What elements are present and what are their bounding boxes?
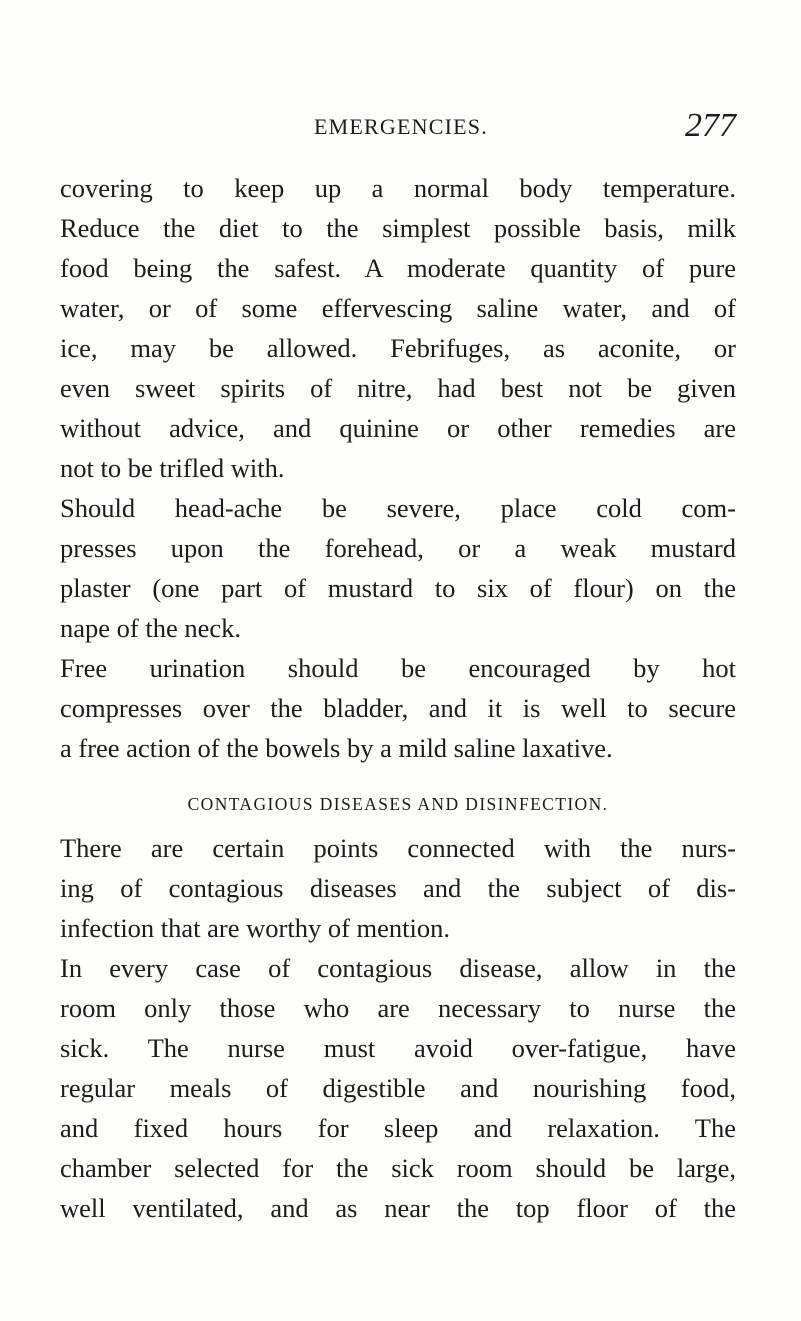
page-number: 277 (685, 107, 736, 144)
text-line: Reduce the diet to the simplest possible basis, milk (60, 213, 736, 243)
text-line: compresses over the bladder, and it is well to secure (60, 693, 736, 723)
text-line: Free urination should be encouraged by hot (60, 653, 736, 683)
text-line: not to be trifled with. (60, 453, 285, 483)
text-line: ice, may be allowed. Febrifuges, as aconite, or (60, 333, 736, 363)
text-line: ing of contagious diseases and the subject of dis- (60, 873, 736, 903)
text-line: covering to keep up a normal body temperature. (60, 173, 736, 203)
text-line: water, or of some effervescing saline water, and of (60, 293, 736, 323)
text-line: nape of the neck. (60, 613, 241, 643)
text-line: regular meals of digestible and nourishing food, (60, 1073, 736, 1103)
text-line: a free action of the bowels by a mild saline laxative. (60, 733, 613, 763)
text-line: infection that are worthy of mention. (60, 913, 451, 943)
text-line: There are certain points connected with the nurs- (60, 833, 736, 863)
running-title: EMERGENCIES. (314, 114, 488, 139)
text-line: presses upon the forehead, or a weak mustard (60, 533, 736, 563)
paragraph-headache (60, 488, 736, 648)
text-line: even sweet spirits of nitre, had best not be given (60, 373, 736, 403)
text-line: In every case of contagious disease, allow in the (60, 953, 736, 983)
text-line: well ventilated, and as near the top floor of the (60, 1193, 736, 1223)
running-head (60, 107, 736, 152)
paragraph-contagious-intro (60, 828, 736, 948)
text-line: and fixed hours for sleep and relaxation. The (60, 1113, 736, 1143)
paragraph-urination (60, 648, 736, 768)
section-heading: CONTAGIOUS DISEASES AND DISINFECTION. (187, 794, 609, 814)
text-line: sick. The nurse must avoid over-fatigue, have (60, 1033, 736, 1063)
text-line: without advice, and quinine or other remedies are (60, 413, 736, 443)
text-line: chamber selected for the sick room should be large, (60, 1153, 736, 1183)
text-line: food being the safest. A moderate quantity of pure (60, 253, 736, 283)
body-text (60, 168, 736, 1228)
text-line: plaster (one part of mustard to six of flour) on the (60, 573, 736, 603)
paragraph-fever-care (60, 168, 736, 488)
text-line: Should head-ache be severe, place cold com- (60, 493, 736, 523)
text-line: room only those who are necessary to nurse the (60, 993, 736, 1023)
paragraph-sick-room (60, 948, 736, 1228)
